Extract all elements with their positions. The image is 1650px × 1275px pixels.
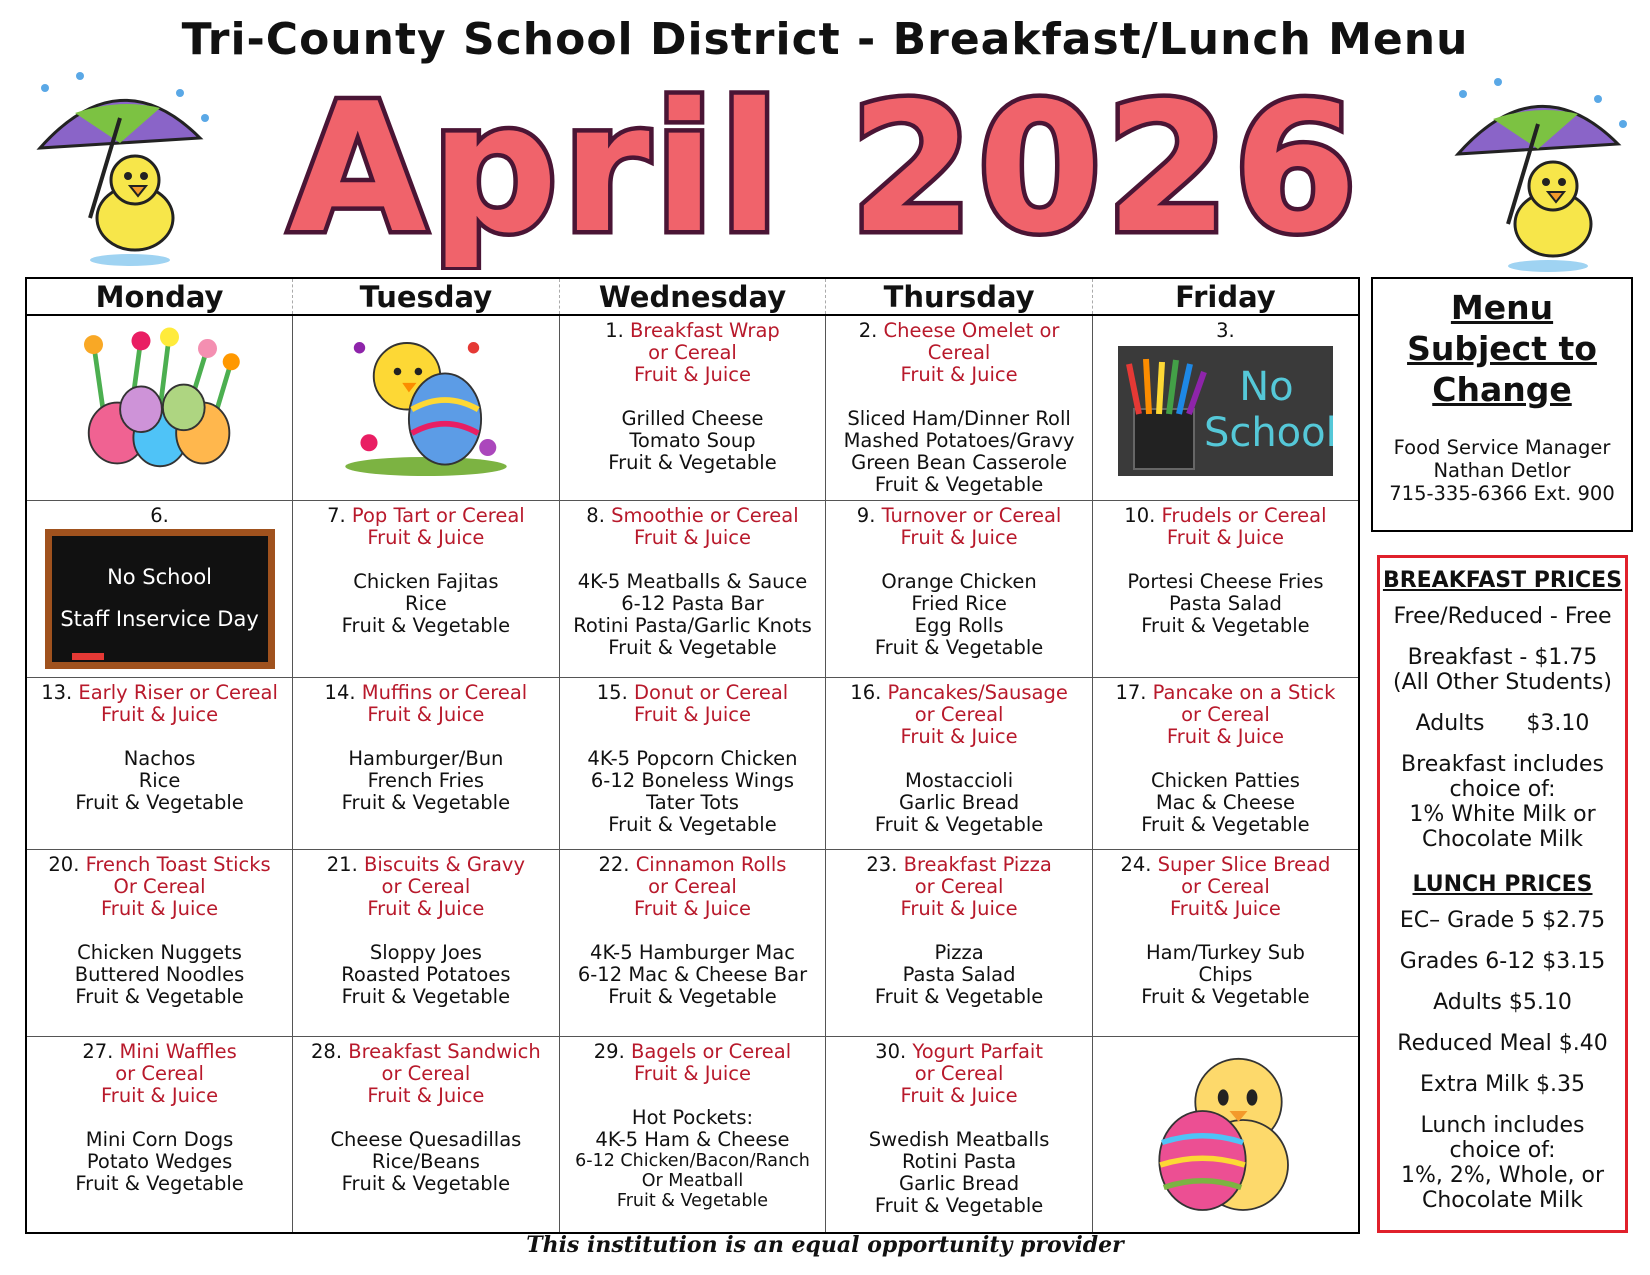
calendar-cell-empty: [293, 315, 560, 500]
lunch-item: Pizza: [934, 940, 984, 964]
breakfast-item: Bagels or Cereal: [630, 1039, 792, 1063]
price-line: Adults $5.10: [1433, 990, 1572, 1015]
date-number: 10.: [1124, 503, 1156, 527]
lunch-item: 6-12 Boneless Wings: [590, 768, 795, 792]
blackboard-line: Staff Inservice Day: [60, 606, 259, 631]
price-line: Grades 6-12 $3.15: [1399, 949, 1606, 974]
price-line: Free/Reduced - Free: [1393, 604, 1612, 629]
breakfast-item: Mini Waffles: [119, 1039, 237, 1063]
date-number: 6.: [150, 503, 169, 527]
date-number: 30.: [875, 1039, 907, 1063]
menu-day-cell: [826, 1036, 1093, 1233]
lunch-item: Mac & Cheese: [1155, 790, 1296, 814]
breakfast-item: Fruit & Juice: [101, 896, 219, 920]
no-school-chalkboard-art: [1118, 346, 1337, 476]
breakfast-item: Fruit & Juice: [633, 702, 752, 726]
date-number: 7.: [327, 503, 346, 527]
breakfast-item: Muffins or Cereal: [361, 680, 528, 704]
lunch-item: Fried Rice: [911, 591, 1007, 615]
breakfast-item: or Cereal: [381, 874, 471, 898]
price-line: Breakfast - $1.75: [1407, 645, 1598, 670]
lunch-item: 6-12 Chicken/Bacon/Ranch: [575, 1150, 810, 1171]
price-line: choice of:: [1449, 777, 1556, 802]
contact-line: 715-335-6366 Ext. 900: [1389, 482, 1615, 505]
breakfast-item: Fruit & Juice: [367, 1083, 485, 1107]
lunch-item: Fruit & Vegetable: [608, 635, 777, 659]
breakfast-item: Yogurt Parfait: [912, 1039, 1043, 1063]
price-line: choice of:: [1449, 1138, 1556, 1163]
lunch-item: French Fries: [367, 768, 485, 792]
contact-line: Food Service Manager: [1393, 436, 1611, 459]
lunch-item: Fruit & Vegetable: [874, 635, 1044, 659]
date-number: 28.: [311, 1039, 343, 1063]
lunch-item: Mini Corn Dogs: [85, 1127, 234, 1151]
price-line: 1% White Milk or: [1409, 802, 1596, 827]
lunch-item: Chicken Patties: [1150, 768, 1300, 792]
breakfast-item: Frudels or Cereal: [1161, 503, 1327, 527]
breakfast-item: or Cereal: [1181, 702, 1270, 726]
lunch-item: Sloppy Joes: [369, 940, 482, 964]
lunch-item: Roasted Potatoes: [341, 962, 511, 986]
easter-eggs-flowers-art: [65, 320, 255, 470]
date-number: 16.: [850, 680, 882, 704]
week-row: [26, 677, 1359, 849]
menu-change-heading: Change: [1432, 370, 1572, 409]
lunch-item: Chips: [1198, 962, 1253, 986]
lunch-item: Portesi Cheese Fries: [1127, 569, 1324, 593]
price-line: Chocolate Milk: [1421, 1188, 1583, 1213]
calendar-cell-empty: [26, 315, 293, 500]
lunch-item: Hot Pockets:: [631, 1105, 754, 1129]
lunch-item: Pasta Salad: [1169, 591, 1282, 615]
week-row: [26, 315, 1359, 500]
day-header: Monday: [26, 278, 293, 315]
breakfast-item: Fruit & Juice: [633, 363, 752, 386]
lunch-item: Fruit & Vegetable: [608, 984, 777, 1008]
lunch-item: Fruit & Vegetable: [341, 1171, 511, 1195]
lunch-item: Egg Rolls: [914, 613, 1004, 637]
lunch-item: Mashed Potatoes/Gravy: [843, 429, 1075, 452]
breakfast-item: Cinnamon Rolls: [635, 852, 787, 876]
date-number: 1.: [605, 319, 624, 342]
lunch-item: Ham/Turkey Sub: [1145, 940, 1305, 964]
lunch-item: Fruit & Vegetable: [608, 451, 777, 474]
date-number: 21.: [326, 852, 358, 876]
menu-day-cell: [826, 849, 1093, 1036]
lunch-prices-heading: LUNCH PRICES: [1412, 872, 1593, 897]
contact-line: Nathan Detlor: [1433, 459, 1571, 482]
chick-holding-egg-art: [1135, 1041, 1315, 1226]
date-number: 29.: [593, 1039, 625, 1063]
date-number: 2.: [858, 319, 878, 342]
breakfast-item: or Cereal: [648, 341, 737, 364]
chick-with-egg-flowers-art: [331, 320, 521, 480]
lunch-item: Cheese Quesadillas: [330, 1127, 522, 1151]
price-line: Breakfast includes: [1401, 752, 1604, 777]
lunch-item: Rice: [405, 591, 447, 615]
date-number: 27.: [82, 1039, 114, 1063]
calendar-cell-empty: [1092, 1036, 1359, 1233]
menu-day-cell: [26, 1036, 293, 1233]
breakfast-item: or Cereal: [1181, 874, 1270, 898]
breakfast-item: Fruit & Juice: [900, 896, 1018, 920]
menu-day-cell: [826, 677, 1093, 849]
lunch-item: Garlic Bread: [899, 1171, 1020, 1195]
month-title-text: April 2026: [288, 70, 1362, 270]
menu-day-cell: [826, 315, 1093, 500]
menu-day-cell: [293, 500, 560, 677]
breakfast-item: Fruit & Juice: [633, 1061, 752, 1085]
breakfast-item: or Cereal: [648, 874, 737, 898]
lunch-item: Fruit & Vegetable: [874, 812, 1044, 836]
menu-change-heading: Subject to: [1407, 329, 1597, 368]
breakfast-item: Or Cereal: [113, 874, 206, 898]
breakfast-item: Smoothie or Cereal: [611, 503, 799, 527]
breakfast-item: Fruit & Juice: [367, 702, 485, 726]
district-title: Tri-County School District - Breakfast/Lunch Menu: [181, 14, 1469, 65]
breakfast-item: Pancakes/Sausage: [887, 680, 1068, 704]
lunch-item: Pasta Salad: [902, 962, 1016, 986]
lunch-item: Tomato Soup: [629, 429, 756, 452]
week-row: [26, 1036, 1359, 1233]
lunch-item: Hamburger/Bun: [348, 746, 504, 770]
lunch-item: Fruit & Vegetable: [616, 1190, 769, 1211]
day-header: Tuesday: [293, 278, 560, 315]
blackboard-art: [45, 529, 275, 669]
price-line: Chocolate Milk: [1421, 827, 1583, 852]
menu-day-cell: [559, 315, 826, 500]
lunch-item: Green Bean Casserole: [851, 451, 1068, 474]
day-header: Wednesday: [559, 278, 826, 315]
breakfast-item: or Cereal: [914, 874, 1004, 898]
lunch-item: Fruit & Vegetable: [75, 790, 244, 814]
lunch-item: Fruit & Vegetable: [75, 1171, 244, 1195]
lunch-item: 4K-5 Popcorn Chicken: [587, 746, 798, 770]
lunch-item: Fruit & Vegetable: [75, 984, 244, 1008]
lunch-item: 4K-5 Hamburger Mac: [590, 940, 795, 964]
menu-day-cell: [559, 849, 826, 1036]
lunch-item: Sliced Ham/Dinner Roll: [847, 407, 1071, 430]
colored-pencils-icon: [1124, 354, 1214, 474]
lunch-item: Fruit & Vegetable: [1141, 613, 1310, 637]
breakfast-item: Fruit & Juice: [367, 896, 485, 920]
breakfast-item: Fruit & Juice: [1166, 724, 1284, 748]
price-line: 1%, 2%, Whole, or: [1400, 1163, 1605, 1188]
breakfast-item: or Cereal: [914, 1061, 1004, 1085]
lunch-item: 6-12 Mac & Cheese Bar: [577, 962, 808, 986]
breakfast-item: Fruit & Juice: [900, 525, 1018, 549]
breakfast-item: Breakfast Wrap: [630, 319, 780, 342]
menu-day-cell: [1092, 849, 1359, 1036]
date-number: 24.: [1120, 852, 1152, 876]
lunch-item: Fruit & Vegetable: [1141, 812, 1310, 836]
lunch-item: Fruit & Vegetable: [341, 790, 511, 814]
price-line: Reduced Meal $.40: [1397, 1031, 1608, 1056]
breakfast-prices-heading: BREAKFAST PRICES: [1382, 568, 1623, 593]
day-header: Thursday: [826, 278, 1093, 315]
menu-day-cell: [293, 677, 560, 849]
breakfast-item: Breakfast Sandwich: [348, 1039, 541, 1063]
lunch-item: Rice: [138, 768, 181, 792]
price-line: Extra Milk $.35: [1420, 1072, 1585, 1097]
menu-change-heading: Menu: [1450, 288, 1554, 327]
lunch-item: Chicken Fajitas: [353, 569, 499, 593]
date-number: 9.: [856, 503, 876, 527]
breakfast-item: Fruit& Juice: [1169, 896, 1281, 920]
price-line: EC– Grade 5 $2.75: [1399, 908, 1606, 933]
lunch-item: Or Meatball: [641, 1170, 744, 1191]
breakfast-item: Cheese Omelet or Cereal: [883, 319, 1060, 364]
lunch-item: Mostaccioli: [905, 768, 1014, 792]
breakfast-item: or Cereal: [381, 1061, 471, 1085]
breakfast-item: Turnover or Cereal: [881, 503, 1062, 527]
date-number: 15.: [596, 680, 628, 704]
lunch-item: Potato Wedges: [86, 1149, 233, 1173]
price-line: (All Other Students): [1393, 670, 1612, 695]
lunch-item: Swedish Meatballs: [868, 1127, 1050, 1151]
lunch-item: Fruit & Vegetable: [874, 984, 1044, 1008]
blackboard-line: No School: [107, 564, 213, 589]
breakfast-item: Fruit & Juice: [900, 363, 1018, 386]
lunch-item: Buttered Noodles: [74, 962, 245, 986]
breakfast-item: Fruit & Juice: [1166, 525, 1284, 549]
week-row: [26, 849, 1359, 1036]
footer-statement: This institution is an equal opportunity provider: [526, 1232, 1124, 1258]
breakfast-item: Fruit & Juice: [900, 724, 1018, 748]
date-number: 13.: [41, 680, 73, 704]
menu-day-cell: [26, 500, 293, 677]
breakfast-item: Breakfast Pizza: [903, 852, 1052, 876]
date-number: 22.: [598, 852, 630, 876]
chick-umbrella-art-left: [20, 68, 220, 268]
menu-day-cell: [1092, 315, 1359, 500]
price-line: Adults $3.10: [1415, 711, 1590, 736]
breakfast-item: Pop Tart or Cereal: [351, 503, 525, 527]
date-number: 3.: [1216, 319, 1235, 342]
day-header: Friday: [1092, 278, 1359, 315]
menu-day-cell: [293, 849, 560, 1036]
menu-day-cell: [26, 849, 293, 1036]
lunch-item: Rice/Beans: [371, 1149, 480, 1173]
lunch-item: 4K-5 Meatballs & Sauce: [577, 569, 808, 593]
menu-day-cell: [293, 1036, 560, 1233]
breakfast-item: Donut or Cereal: [633, 680, 789, 704]
breakfast-item: Pancake on a Stick: [1152, 680, 1336, 704]
menu-day-cell: [1092, 500, 1359, 677]
menu-info-box: [1371, 277, 1633, 532]
lunch-item: Fruit & Vegetable: [1141, 984, 1310, 1008]
menu-day-cell: [1092, 677, 1359, 849]
lunch-item: Grilled Cheese: [621, 407, 764, 430]
lunch-item: Fruit & Vegetable: [608, 812, 777, 836]
menu-calendar: [25, 277, 1360, 1234]
lunch-item: Fruit & Vegetable: [341, 613, 511, 637]
breakfast-item: or Cereal: [115, 1061, 204, 1085]
date-number: 17.: [1115, 680, 1147, 704]
breakfast-item: Fruit & Juice: [633, 896, 752, 920]
menu-day-cell: [559, 677, 826, 849]
menu-day-cell: [559, 1036, 826, 1233]
breakfast-item: or Cereal: [914, 702, 1004, 726]
price-line: Lunch includes: [1420, 1113, 1585, 1138]
lunch-item: Garlic Bread: [899, 790, 1020, 814]
lunch-item: Fruit & Vegetable: [874, 1193, 1044, 1217]
lunch-item: Rotini Pasta/Garlic Knots: [573, 613, 812, 637]
lunch-item: Chicken Nuggets: [77, 940, 242, 964]
breakfast-item: Fruit & Juice: [101, 702, 219, 726]
lunch-item: 6-12 Pasta Bar: [621, 591, 764, 615]
breakfast-item: Fruit & Juice: [900, 1083, 1018, 1107]
breakfast-item: Super Slice Bread: [1157, 852, 1331, 876]
no-school-text: No School: [1203, 364, 1337, 456]
date-number: 8.: [586, 503, 605, 527]
menu-day-cell: [26, 677, 293, 849]
chick-umbrella-art-right: [1438, 74, 1638, 274]
menu-day-cell: [559, 500, 826, 677]
date-number: 20.: [48, 852, 80, 876]
month-title: [210, 70, 1440, 270]
lunch-item: Fruit & Vegetable: [341, 984, 511, 1008]
breakfast-item: Fruit & Juice: [367, 525, 485, 549]
lunch-item: Rotini Pasta: [901, 1149, 1017, 1173]
breakfast-item: French Toast Sticks: [85, 852, 271, 876]
date-number: 23.: [866, 852, 898, 876]
breakfast-item: Fruit & Juice: [633, 525, 752, 549]
breakfast-item: Early Riser or Cereal: [78, 680, 278, 704]
lunch-item: Orange Chicken: [881, 569, 1037, 593]
date-number: 14.: [324, 680, 356, 704]
lunch-item: Fruit & Vegetable: [874, 473, 1044, 496]
breakfast-item: Fruit & Juice: [101, 1083, 219, 1107]
lunch-item: Tater Tots: [646, 790, 739, 814]
price-box: [1377, 555, 1628, 1233]
week-row: [26, 500, 1359, 677]
day-header-row: [26, 278, 1359, 315]
breakfast-item: Biscuits & Gravy: [363, 852, 526, 876]
menu-day-cell: [826, 500, 1093, 677]
lunch-item: Nachos: [123, 746, 196, 770]
lunch-item: 4K-5 Ham & Cheese: [595, 1127, 790, 1151]
